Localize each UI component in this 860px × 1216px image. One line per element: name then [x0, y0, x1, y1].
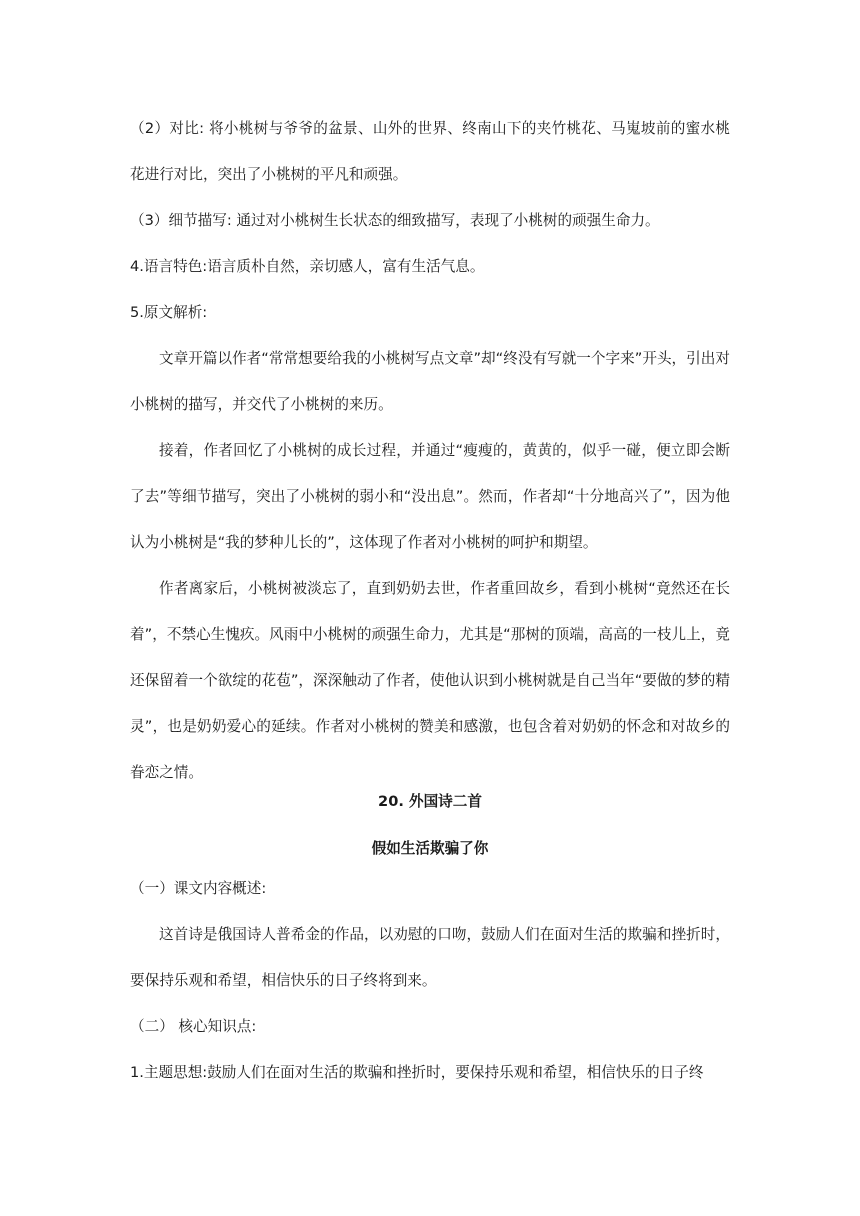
paragraph-analysis-label: 5.原文解析:: [130, 304, 208, 321]
paragraph-detail-description: （3）细节描写: 通过对小桃树生长状态的细致描写，表现了小桃树的顽强生命力。: [130, 212, 660, 229]
section-label-summary: （一）课文内容概述:: [130, 880, 267, 897]
paragraph-analysis-opening: 文章开篇以作者“常常想要给我的小桃树写点文章”却“终没有写就一个字来”开头，引出对小桃树的描写，并交代了小桃树的来历。: [130, 350, 730, 413]
paragraph-analysis-growth: 接着，作者回忆了小桃树的成长过程，并通过“瘦瘦的，黄黄的，似乎一碰，便立即会断了去”等细节描写，突出了小桃树的弱小和“没出息”。然而，作者却“十分地高兴了”，因为他认为小桃树是“我的梦种儿长的”，这体现了作者对小桃树的呵护和期望。: [130, 442, 730, 551]
paragraph-contrast: （2）对比: 将小桃树与爷爷的盆景、山外的世界、终南山下的夹竹桃花、马嵬坡前的蜜水桃花进行对比，突出了小桃树的平凡和顽强。: [130, 120, 730, 183]
section-title: 20. 外国诗二首: [378, 793, 482, 810]
paragraph-analysis-return: 作者离家后，小桃树被淡忘了，直到奶奶去世，作者重回故乡，看到小桃树“竟然还在长着”，不禁心生愧疚。风雨中小桃树的顽强生命力，尤其是“那树的顶端，高高的一枝儿上，竟还保留着一个欲绽的花苞”，深深触动了作者，使他认识到小桃树就是自己当年“要做的梦的精灵”，也是奶奶爱心的延续。作者对小桃树的赞美和感激，也包含着对奶奶的怀念和对故乡的眷恋之情。: [130, 580, 730, 781]
paragraph-language-features: 4.语言特色:语言质朴自然，亲切感人，富有生活气息。: [130, 258, 485, 275]
section-label-key-points: （二） 核心知识点:: [130, 1018, 257, 1035]
poem-title: 假如生活欺骗了你: [371, 840, 489, 857]
paragraph-summary: 这首诗是俄国诗人普希金的作品，以劝慰的口吻，鼓励人们在面对生活的欺骗和挫折时，要保持乐观和希望，相信快乐的日子终将到来。: [130, 926, 730, 989]
paragraph-theme: 1.主题思想:鼓励人们在面对生活的欺骗和挫折时，要保持乐观和希望，相信快乐的日子终: [130, 1064, 704, 1081]
